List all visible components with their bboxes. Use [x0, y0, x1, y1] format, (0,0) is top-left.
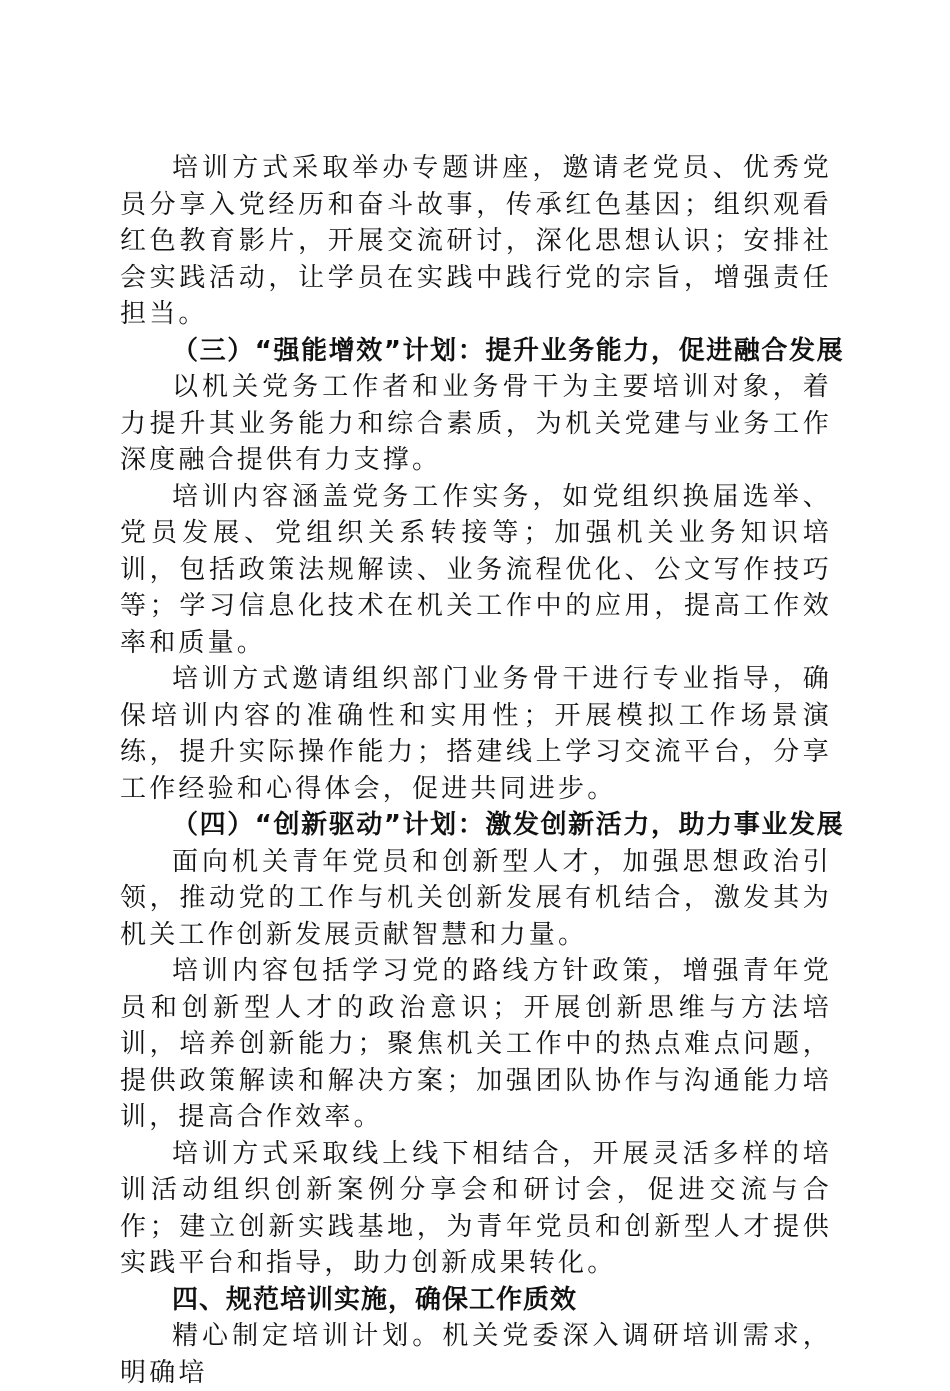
paragraph-plan-4-target: 面向机关青年党员和创新型人才，加强思想政治引领，推动党的工作与机关创新发展有机结合，激发其为机关工作创新发展贡献智慧和力量。	[120, 846, 832, 950]
paragraph-plan-3-method: 培训方式邀请组织部门业务骨干进行专业指导，确保培训内容的准确性和实用性；开展模拟工作场景演练，提升实际操作能力；搭建线上学习交流平台，分享工作经验和心得体会，促进共同进步。	[120, 664, 832, 804]
chapter-heading-4: 四、规范培训实施，确保工作质效	[172, 1284, 578, 1315]
paragraph-training-method-red-gene: 培训方式采取举办专题讲座，邀请老党员、优秀党员分享入党经历和奋斗故事，传承红色基因；组织观看红色教育影片，开展交流研讨，深化思想认识；安排社会实践活动，让学员在实践中践行党的宗旨，增强责任担当。	[120, 153, 832, 329]
paragraph-plan-4-method: 培训方式采取线上线下相结合，开展灵活多样的培训活动组织创新案例分享会和研讨会，促进交流与合作；建立创新实践基地，为青年党员和创新型人才提供实践平台和指导，助力创新成果转化。	[120, 1138, 832, 1278]
section-heading-plan-3: （三）“强能增效”计划：提升业务能力，促进融合发展	[172, 335, 845, 366]
paragraph-training-plan: 精心制定培训计划。机关党委深入调研培训需求，明确培	[120, 1321, 832, 1388]
section-heading-plan-4: （四）“创新驱动”计划：激发创新活力，助力事业发展	[172, 810, 845, 840]
paragraph-plan-3-target: 以机关党务工作者和业务骨干为主要培训对象，着力提升其业务能力和综合素质，为机关党建与业务工作深度融合提供有力支撑。	[120, 372, 832, 475]
document-body	[120, 150, 845, 1391]
paragraph-plan-3-content: 培训内容涵盖党务工作实务，如党组织换届选举、党员发展、党组织关系转接等；加强机关业务知识培训，包括政策法规解读、业务流程优化、公文写作技巧等；学习信息化技术在机关工作中的应用，提高工作效率和质量。	[120, 481, 832, 658]
paragraph-plan-4-content: 培训内容包括学习党的路线方针政策，增强青年党员和创新型人才的政治意识；开展创新思维与方法培训，培养创新能力；聚焦机关工作中的热点难点问题，提供政策解读和解决方案；加强团队协作与沟通能力培训，提高合作效率。	[120, 956, 832, 1132]
